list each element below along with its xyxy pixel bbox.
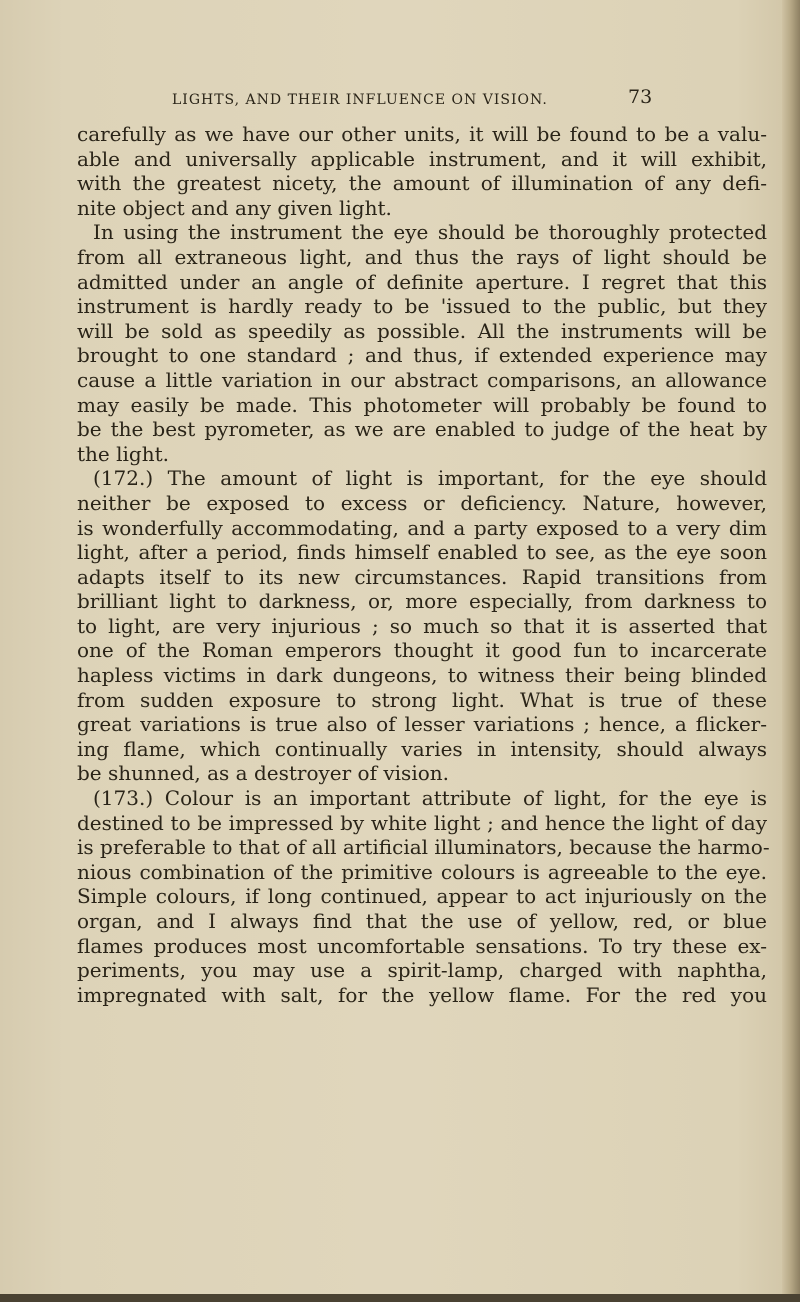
running-title: LIGHTS, AND THEIR INFLUENCE ON VISION.: [172, 92, 548, 108]
text-line: nite object and any given light.: [77, 195, 392, 220]
text-line: flames produces most uncomfortable sensations. To try these ex-: [77, 933, 767, 958]
text-line: to light, are very injurious ; so much so that it is asserted that: [77, 613, 767, 638]
text-line: able and universally applicable instrument, and it will exhibit,: [77, 146, 767, 171]
page-bottom-edge: [0, 1294, 800, 1302]
text-line: brilliant light to darkness, or, more especially, from darkness to: [77, 589, 767, 614]
text-line: great variations is true also of lesser variations ; hence, a flicker-: [77, 712, 767, 737]
text-line: carefully as we have our other units, it will be found to be a valu-: [77, 122, 767, 146]
text-line: destined to be impressed by white light ; and hence the light of day: [77, 810, 767, 835]
text-line: from sudden exposure to strong light. What is true of these: [77, 687, 767, 712]
text-line: impregnated with salt, for the yellow flame. For the red you: [77, 982, 767, 1007]
page-number: 73: [628, 86, 653, 108]
text-line: may easily be made. This photometer will probably be found to: [77, 392, 767, 417]
text-line: with the greatest nicety, the amount of illumination of any defi-: [77, 171, 767, 196]
text-line: adapts itself to its new circumstances. Rapid transitions from: [77, 564, 767, 589]
text-line: be the best pyrometer, as we are enabled to judge of the heat by: [77, 417, 767, 442]
text-line: from all extraneous light, and thus the rays of light should be: [77, 244, 767, 269]
text-line: hapless victims in dark dungeons, to witness their being blinded: [77, 663, 767, 688]
text-line: one of the Roman emperors thought it good fun to incarcerate: [77, 638, 767, 663]
text-line: be shunned, as a destroyer of vision.: [77, 761, 449, 786]
running-head: [172, 92, 642, 108]
text-line: cause a little variation in our abstract comparisons, an allowance: [77, 367, 767, 392]
text-line: light, after a period, finds himself enabled to see, as the eye soon: [77, 540, 767, 565]
text-line: periments, you may use a spirit-lamp, charged with naphtha,: [77, 958, 767, 983]
text-line: neither be exposed to excess or deficiency. Nature, however,: [77, 490, 767, 515]
text-line: will be sold as speedily as possible. All the instruments will be: [77, 318, 767, 343]
text-line: brought to one standard ; and thus, if extended experience may: [77, 343, 767, 368]
text-line: admitted under an angle of definite aperture. I regret that this: [77, 269, 767, 294]
text-line: is preferable to that of all artificial illuminators, because the harmo-: [77, 835, 770, 860]
text-line: ing flame, which continually varies in intensity, should always: [77, 736, 767, 761]
text-line: nious combination of the primitive colours is agreeable to the eye.: [77, 859, 767, 884]
text-line: the light.: [77, 441, 169, 466]
text-line: (172.) The amount of light is important, for the eye should: [93, 466, 767, 491]
page-binding-edge: [782, 0, 800, 1302]
text-line: instrument is hardly ready to be 'issued to the public, but they: [77, 294, 767, 319]
text-line: Simple colours, if long continued, appear to act injuriously on the: [77, 884, 767, 909]
text-line: (173.) Colour is an important attribute of light, for the eye is: [93, 786, 767, 811]
body-text: [77, 122, 770, 1007]
text-line: organ, and I always find that the use of yellow, red, or blue: [77, 909, 767, 933]
text-line: In using the instrument the eye should be thoroughly protected: [93, 220, 767, 245]
text-line: is wonderfully accommodating, and a party exposed to a very dim: [77, 515, 767, 540]
